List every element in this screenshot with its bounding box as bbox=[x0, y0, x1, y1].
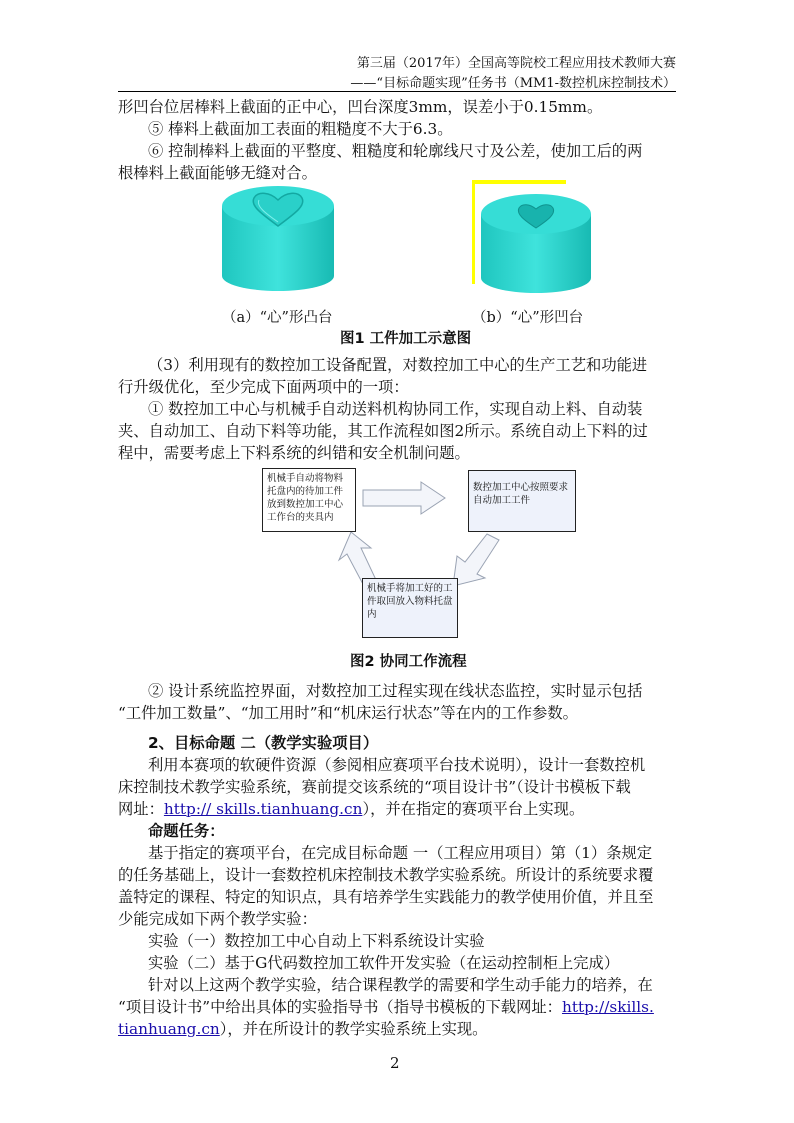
guide-link-part1[interactable]: http://skills. bbox=[561, 998, 654, 1016]
page-number: 2 bbox=[390, 1054, 400, 1072]
intro-line-3: ⑥ 控制棒料上截面的平整度、粗糙度和轮廓线尺寸及公差，使加工后的两 bbox=[148, 142, 643, 160]
section3-line-1: （3）利用现有的数控加工设备配置，对数控加工中心的生产工艺和功能进 bbox=[148, 356, 648, 374]
section2-p3-line-3 bbox=[118, 1018, 678, 1040]
figure1-images bbox=[210, 180, 650, 308]
flow-box-machining: 数控加工中心按照要求自动加工工件 bbox=[468, 470, 576, 532]
figure1-caption-a: （a）“心”形凸台 bbox=[222, 310, 333, 326]
guide-url-suffix: ），并在所设计的教学实验系统上实现。 bbox=[219, 1020, 488, 1038]
header-subtitle: ——“目标命题实现”任务书（MM1-数控机床控制技术） bbox=[350, 76, 676, 91]
section2-p1-line-3 bbox=[118, 798, 678, 820]
section2-p1-line-1: 利用本赛项的软硬件资源（参阅相应赛项平台技术说明），设计一套数控机 bbox=[148, 756, 646, 774]
intro-line-4: 根棒料上截面能够无缝对合。 bbox=[118, 164, 317, 182]
figure1-caption-b: （b）“心”形凹台 bbox=[472, 310, 584, 326]
url-prefix: 网址： bbox=[118, 800, 164, 818]
cylinder-raised-heart bbox=[222, 186, 334, 291]
guide-url-prefix: “项目设计书”中给出具体的实验指导书（指导书模板的下载网址： bbox=[118, 998, 562, 1016]
experiment-1: 实验（一）数控加工中心自动上下料系统设计实验 bbox=[148, 932, 485, 950]
section2-p2-line-4: 少能完成如下两个教学实验： bbox=[118, 910, 317, 928]
flow-box-unload: 机械手将加工好的工件取回放入物料托盘内 bbox=[362, 578, 458, 638]
section2-p1-line-2: 床控制技术教学实验系统，赛前提交该系统的“项目设计书”（设计书模板下载 bbox=[118, 778, 631, 796]
task-label: 命题任务： bbox=[148, 822, 225, 840]
arrow-right-icon bbox=[363, 482, 445, 514]
section3-line-5: 程中，需要考虑上下料系统的纠错和安全机制问题。 bbox=[118, 444, 470, 462]
skills-link[interactable]: http:// skills.tianhuang.cn bbox=[163, 800, 363, 818]
experiment-2: 实验（二）基于G代码数控加工软件开发实验（在运动控制柜上完成） bbox=[148, 954, 620, 972]
guide-link-part2[interactable]: tianhuang.cn bbox=[118, 1020, 220, 1038]
section2-p3-line-1: 针对以上这两个教学实验，结合课程教学的需要和学生动手能力的培养，在 bbox=[148, 976, 653, 994]
header-title: 第三届（2017年）全国高等院校工程应用技术教师大赛 bbox=[356, 56, 676, 71]
cylinder-recessed-heart bbox=[472, 180, 591, 293]
arrow-down-left-icon bbox=[453, 534, 499, 586]
highlight-bar bbox=[472, 180, 566, 184]
item2-line-1: ② 设计系统监控界面，对数控加工过程实现在线状态监控，实时显示包括 bbox=[148, 682, 643, 700]
intro-line-1: 形凹台位居棒料上截面的正中心，凹台深度3mm，误差小于0.15mm。 bbox=[118, 98, 603, 116]
section2-p2-line-3: 盖特定的课程、特定的知识点，具有培养学生实践能力的教学使用价值，并且至 bbox=[118, 888, 654, 906]
figure2-title: 图2 协同工作流程 bbox=[350, 654, 467, 670]
section3-line-4: 夹、自动加工、自动下料等功能，其工作流程如图2所示。系统自动上下料的过 bbox=[118, 422, 648, 440]
section2-p2-line-2: 的任务基础上，设计一套数控机床控制技术教学实验系统。所设计的系统要求覆 bbox=[118, 866, 654, 884]
flow-box-load: 机械手自动将物料托盘内的待加工件放到数控加工中心工作台的夹具内 bbox=[262, 468, 356, 532]
intro-line-2: ⑤ 棒料上截面加工表面的粗糙度不大于6.3。 bbox=[148, 120, 453, 138]
section2-p2-line-1: 基于指定的赛项平台，在完成目标命题 一（工程应用项目）第（1）条规定 bbox=[148, 844, 653, 862]
highlight-bar-vertical bbox=[472, 180, 475, 284]
url-suffix: ），并在指定的赛项平台上实现。 bbox=[362, 800, 585, 818]
section2-heading: 2、目标命题 二（教学实验项目） bbox=[148, 734, 379, 752]
item2-line-2: “工件加工数量”、“加工用时”和“机床运行状态”等在内的工作参数。 bbox=[118, 704, 578, 722]
section3-line-2: 行升级优化，至少完成下面两项中的一项： bbox=[118, 378, 409, 396]
header-rule bbox=[118, 91, 676, 92]
section2-p3-line-2 bbox=[118, 996, 678, 1018]
section3-line-3: ① 数控加工中心与机械手自动送料机构协同工作，实现自动上料、自动装 bbox=[148, 400, 643, 418]
figure1-title: 图1 工件加工示意图 bbox=[340, 331, 472, 347]
